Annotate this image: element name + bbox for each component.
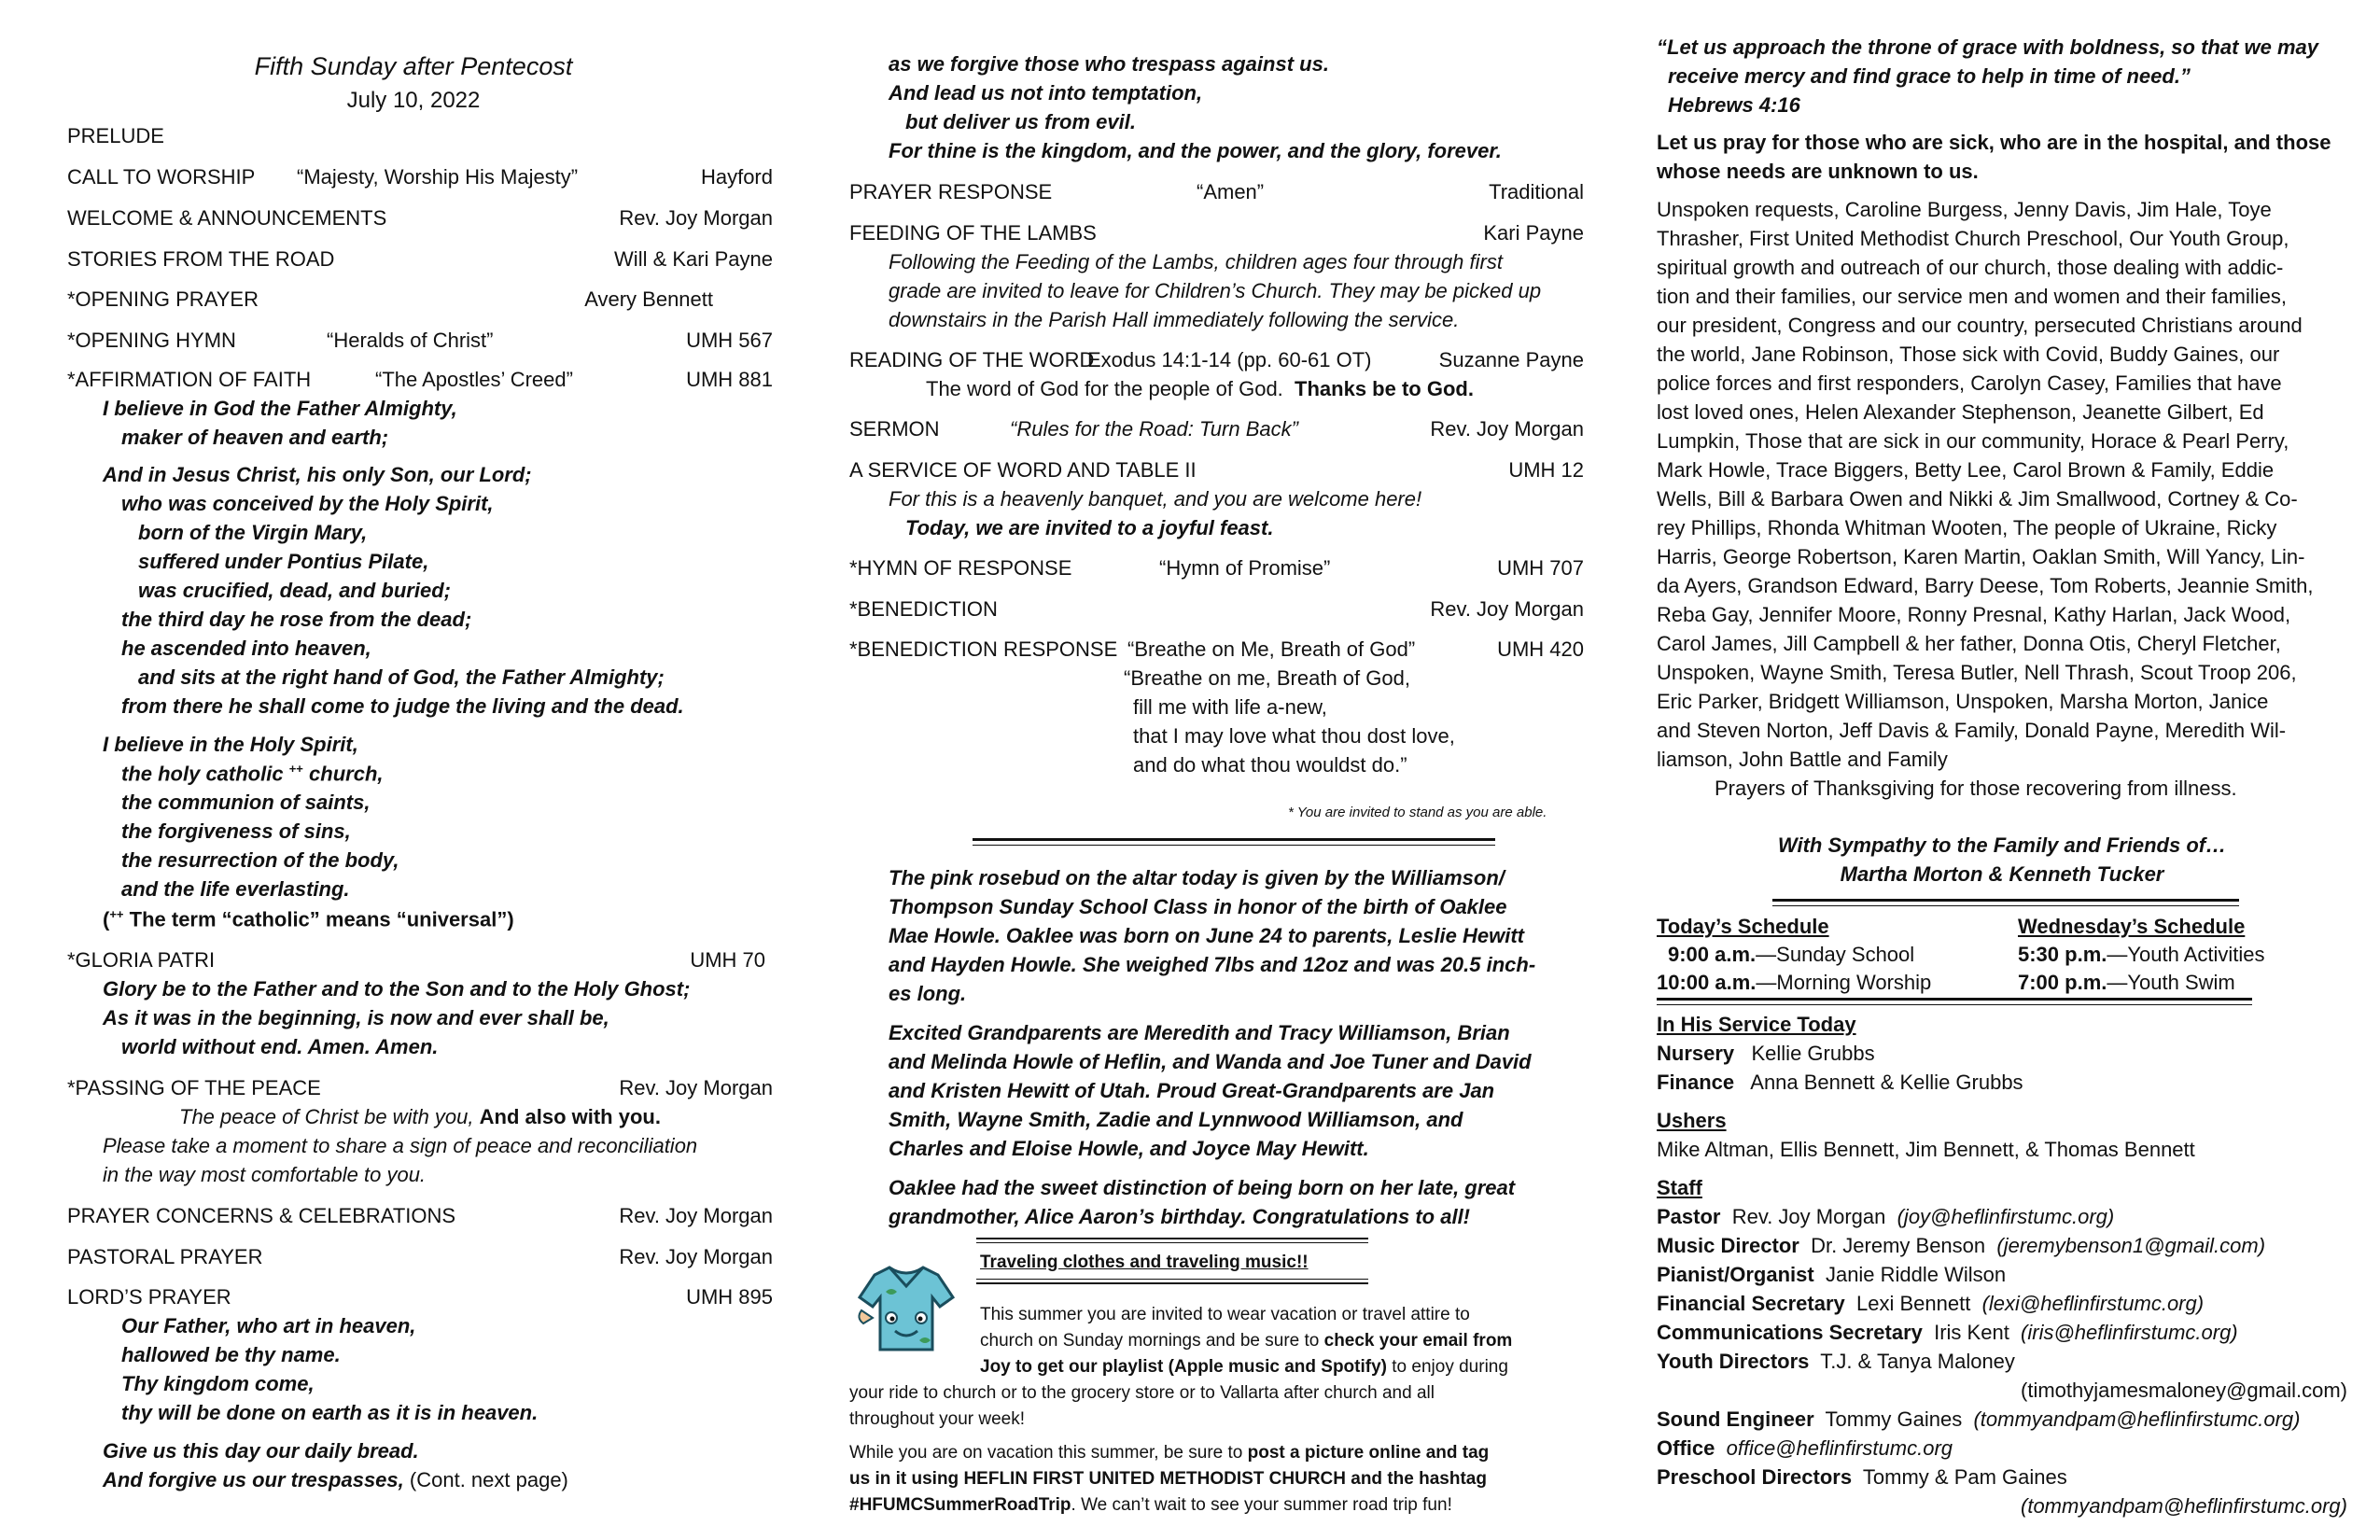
peace-label: *PASSING OF THE PEACE [67, 1076, 321, 1099]
prayer-list-line: lost loved ones, Helen Alexander Stephenson, Jeanette Gilbert, Ed [1657, 400, 2264, 424]
prayer-list-line: da Ayers, Grandson Edward, Barry Deese, Tom Roberts, Jeannie Smith, [1657, 574, 2314, 597]
verse-line: “Let us approach the throne of grace with boldness, so that we may [1657, 35, 2319, 59]
grandparents-line: and Kristen Hewitt of Utah. Proud Great-Grandparents are Jan [889, 1079, 1495, 1102]
wednesday-schedule-item: 5:30 p.m.—Youth Activities [2018, 943, 2265, 966]
opening-prayer-label: *OPENING PRAYER [67, 287, 259, 311]
service-title: Fifth Sunday after Pentecost [254, 52, 573, 80]
middle-column [849, 0, 1584, 1540]
creed-line: I believe in the Holy Spirit, [103, 733, 358, 756]
hymn-response-title: “Hymn of Promise” [1159, 556, 1331, 580]
peace-leader: Rev. Joy Morgan [619, 1076, 773, 1099]
creed-line: and sits at the right hand of God, the Father Almighty; [138, 665, 665, 689]
creed-line: the forgiveness of sins, [121, 819, 351, 843]
service-today-heading: In His Service Today [1657, 1013, 1856, 1036]
benediction-label: *BENEDICTION [849, 597, 998, 621]
today-schedule-heading: Today’s Schedule [1657, 915, 1829, 938]
prayer-list-line: police forces and first responders, Carolyn Casey, Families that have [1657, 371, 2282, 395]
feeding-line: grade are invited to leave for Children’s Church. They may be picked up [889, 279, 1542, 302]
prayer-list-line: rey Phillips, Rhonda Whitman Wooten, The people of Ukraine, Ricky [1657, 516, 2277, 539]
staff-row: Youth Directors T.J. & Tanya Maloney [1657, 1350, 2015, 1373]
welcome-label: WELCOME & ANNOUNCEMENTS [67, 206, 387, 230]
staff-row: Music Director Dr. Jeremy Benson (jeremybenson1@gmail.com) [1657, 1234, 2266, 1257]
staff-row: Communications Secretary Iris Kent (iris@heflinfirstumc.org) [1657, 1321, 2238, 1344]
feeding-line: downstairs in the Parish Hall immediately following the service. [889, 308, 1460, 331]
lords-prayer-line: thy will be done on earth as it is in heaven. [121, 1401, 539, 1424]
travel-heading: Traveling clothes and traveling music!! [980, 1253, 1309, 1272]
creed-line: I believe in God the Father Almighty, [103, 397, 457, 420]
lords-prayer-line: Our Father, who art in heaven, [121, 1314, 416, 1337]
prayer-list-line: Mark Howle, Trace Biggers, Betty Lee, Carol Brown & Family, Eddie [1657, 458, 2275, 482]
service-table-number: UMH 12 [1508, 458, 1584, 482]
divider [973, 838, 1495, 846]
prayer-list-line: Lumpkin, Those that are sick in our community, Horace & Pearl Perry, [1657, 429, 2289, 453]
prayer-list-line: Eric Parker, Bridgett Williamson, Unspoken, Marsha Morton, Janice [1657, 690, 2269, 713]
benediction-leader: Rev. Joy Morgan [1430, 597, 1584, 621]
lords-prayer-cont-line: For thine is the kingdom, and the power, and the glory, forever. [889, 139, 1502, 162]
affirmation-title: “The Apostles’ Creed” [375, 368, 573, 391]
breathe-line: and do what thou wouldst do.” [1133, 753, 1407, 777]
travel-line: throughout your week! [849, 1409, 1026, 1429]
creed-line: the holy catholic ++ church, [121, 762, 384, 786]
gloria-line: As it was in the beginning, is now and ever shall be, [103, 1006, 609, 1029]
breathe-line: that I may love what thou dost love, [1133, 724, 1455, 748]
peace-instruction: Please take a moment to share a sign of peace and reconciliation [103, 1134, 698, 1157]
call-to-worship-leader: Hayford [700, 165, 773, 189]
verse-reference: Hebrews 4:16 [1668, 93, 1800, 117]
stories-leader: Will & Kari Payne [614, 247, 773, 271]
distinction-line: grandmother, Alice Aaron’s birthday. Congratulations to all! [889, 1205, 1471, 1228]
creed-line: and the life everlasting. [121, 877, 350, 901]
creed-line: born of the Virgin Mary, [138, 521, 368, 544]
creed-line: from there he shall come to judge the living and the dead. [121, 694, 684, 718]
divider [1772, 899, 2239, 906]
prayer-response-title: “Amen” [1197, 180, 1265, 203]
reading-passage: Exodus 14:1-14 (pp. 60-61 OT) [1087, 348, 1372, 371]
reading-leader: Suzanne Payne [1438, 348, 1584, 371]
prayer-response-label: PRAYER RESPONSE [849, 180, 1053, 203]
prayer-list-line: Wells, Bill & Barbara Owen and Nikki & Jim Smallwood, Cortney & Co- [1657, 487, 2298, 511]
creed-line: maker of heaven and earth; [121, 426, 389, 449]
welcome-leader: Rev. Joy Morgan [619, 206, 773, 230]
wednesday-schedule-item: 7:00 p.m.—Youth Swim [2018, 971, 2235, 994]
today-schedule-item: 10:00 a.m.—Morning Worship [1657, 971, 1932, 994]
continued-note: (Cont. next page) [409, 1468, 568, 1491]
lords-prayer-cont-line: but deliver us from evil. [905, 110, 1136, 133]
divider [976, 1279, 1368, 1284]
travel-line: church on Sunday mornings and be sure to check your email from [980, 1331, 1513, 1351]
lords-prayer-number: UMH 895 [686, 1285, 773, 1309]
creed-line: was crucified, dead, and buried; [138, 579, 451, 602]
staff-row: Financial Secretary Lexi Bennett (lexi@heflinfirstumc.org) [1657, 1292, 2205, 1315]
feeding-line: Following the Feeding of the Lambs, children ages four through first [889, 250, 1503, 273]
stand-note: * You are invited to stand as you are able. [1288, 805, 1547, 820]
creed-line: And in Jesus Christ, his only Son, our Lord; [103, 463, 532, 486]
call-to-worship-label: CALL TO WORSHIP [67, 165, 256, 189]
opening-prayer-leader: Avery Bennett [584, 287, 713, 311]
peace-exchange: The peace of Christ be with you, And also with you. [179, 1105, 661, 1128]
sympathy-line: With Sympathy to the Family and Friends of… [1777, 833, 2227, 857]
rosebud-line: es long. [889, 982, 967, 1005]
today-schedule-item: 9:00 a.m.—Sunday School [1668, 943, 1915, 966]
pray-heading: Let us pray for those who are sick, who are in the hospital, and those [1657, 131, 2331, 154]
concerns-label: PRAYER CONCERNS & CELEBRATIONS [67, 1204, 456, 1227]
lords-prayer-label: LORD’S PRAYER [67, 1285, 231, 1309]
nursery-row: Nursery Kellie Grubbs [1657, 1042, 1875, 1065]
staff-row: Pastor Rev. Joy Morgan (joy@heflinfirstumc.org) [1657, 1205, 2115, 1228]
lords-prayer-cont-line: And lead us not into temptation, [889, 81, 1203, 105]
verse-line: receive mercy and find grace to help in time of need.” [1668, 64, 2191, 88]
staff-heading: Staff [1657, 1176, 1702, 1199]
grandparents-line: Smith, Wayne Smith, Zadie and Lynnwood Williamson, and [889, 1108, 1463, 1131]
prayer-list-line: the world, Jane Robinson, Those sick with Covid, Buddy Gaines, our [1657, 343, 2280, 366]
travel-line: While you are on vacation this summer, be sure to post a picture online and tag [849, 1443, 1490, 1463]
prayer-list-line: Reba Gay, Jennifer Moore, Ronny Presnal, Kathy Harlan, Jack Wood, [1657, 603, 2291, 626]
travel-line: This summer you are invited to wear vacation or travel attire to [980, 1305, 1470, 1324]
lords-prayer-line: Thy kingdom come, [121, 1372, 315, 1395]
call-to-worship-title: “Majesty, Worship His Majesty” [297, 165, 579, 189]
service-table-label: A SERVICE OF WORD AND TABLE II [849, 458, 1197, 482]
prayer-list-line: Unspoken, Wayne Smith, Teresa Butler, Nell Thrash, Scout Troop 206, [1657, 661, 2297, 684]
prayer-list-line: our president, Congress and our country, persecuted Christians around [1657, 314, 2303, 337]
hymn-response-label: *HYMN OF RESPONSE [849, 556, 1072, 580]
pastoral-leader: Rev. Joy Morgan [619, 1245, 773, 1268]
distinction-line: Oaklee had the sweet distinction of being born on her late, great [889, 1176, 1516, 1199]
staff-row: Office office@heflinfirstumc.org [1657, 1436, 1953, 1460]
service-table-line: For this is a heavenly banquet, and you are welcome here! [889, 487, 1422, 511]
stories-label: STORIES FROM THE ROAD [67, 247, 335, 271]
service-date: July 10, 2022 [346, 88, 481, 113]
staff-row: Preschool Directors Tommy & Pam Gaines [1657, 1465, 2067, 1489]
lords-prayer-line: And forgive us our trespasses, (Cont. next page) [103, 1468, 568, 1491]
prayer-list-line: Harris, George Robertson, Karen Martin, Oaklan Smith, Will Yancy, Lin- [1657, 545, 2305, 568]
order-of-worship-column [67, 0, 773, 1540]
feeding-label: FEEDING OF THE LAMBS [849, 221, 1097, 245]
gloria-number: UMH 70 [690, 948, 765, 972]
peace-instruction: in the way most comfortable to you. [103, 1163, 427, 1186]
lords-prayer-line: Give us this day our daily bread. [103, 1439, 419, 1463]
prayer-response-source: Traditional [1489, 180, 1584, 203]
ushers-names: Mike Altman, Ellis Bennett, Jim Bennett, & Thomas Bennett [1657, 1138, 2195, 1161]
gloria-line: Glory be to the Father and to the Son and to the Holy Ghost; [103, 977, 691, 1001]
reading-label: READING OF THE WORD [849, 348, 1095, 371]
gloria-label: *GLORIA PATRI [67, 948, 216, 972]
ushers-heading: Ushers [1657, 1109, 1727, 1132]
prayer-list-line: liamson, John Battle and Family [1657, 748, 1948, 771]
opening-hymn-title: “Heralds of Christ” [327, 329, 494, 352]
lords-prayer-line: hallowed be thy name. [121, 1343, 341, 1366]
hymn-response-number: UMH 707 [1497, 556, 1584, 580]
rosebud-line: Thompson Sunday School Class in honor of the birth of Oaklee [889, 895, 1507, 918]
creed-line: the communion of saints, [121, 791, 371, 814]
affirmation-label: *AFFIRMATION OF FAITH [67, 368, 312, 391]
benediction-response-number: UMH 420 [1497, 637, 1584, 661]
finance-row: Finance Anna Bennett & Kellie Grubbs [1657, 1071, 2023, 1094]
opening-hymn-number: UMH 567 [686, 329, 773, 352]
pray-heading: whose needs are unknown to us. [1657, 160, 1979, 183]
grandparents-line: and Melinda Howle of Heflin, and Wanda and Joe Tuner and David [889, 1050, 1532, 1073]
creed-line: the resurrection of the body, [121, 848, 399, 872]
concerns-leader: Rev. Joy Morgan [619, 1204, 773, 1227]
prayer-list-line: Thrasher, First United Methodist Church Preschool, Our Youth Group, [1657, 227, 2289, 250]
prayer-list-line: Carol James, Jill Campbell & her father, Donna Otis, Cheryl Fletcher, [1657, 632, 2281, 655]
prayer-list-line: Unspoken requests, Caroline Burgess, Jenny Davis, Jim Hale, Toye [1657, 198, 2272, 221]
reading-response: The word of God for the people of God. Thanks be to God. [926, 377, 1474, 400]
feeding-leader: Kari Payne [1483, 221, 1584, 245]
travel-line: us in it using HEFLIN FIRST UNITED METHODIST CHURCH and the hashtag [849, 1469, 1487, 1489]
breathe-line: fill me with life a-new, [1133, 695, 1327, 719]
creed-line: he ascended into heaven, [121, 637, 371, 660]
sympathy-names: Martha Morton & Kenneth Tucker [1840, 862, 2164, 886]
divider [976, 1238, 1368, 1243]
sermon-title: “Rules for the Road: Turn Back” [1010, 417, 1298, 441]
gloria-line: world without end. Amen. Amen. [121, 1035, 439, 1058]
travel-line: Joy to get our playlist (Apple music and Spotify) to enjoy during [980, 1357, 1508, 1377]
sermon-leader: Rev. Joy Morgan [1430, 417, 1584, 441]
benediction-response-label: *BENEDICTION RESPONSE [849, 637, 1118, 661]
grandparents-line: Excited Grandparents are Meredith and Tracy Williamson, Brian [889, 1021, 1510, 1044]
affirmation-number: UMH 881 [686, 368, 773, 391]
catholic-footnote: (++ The term “catholic” means “universal”) [103, 907, 514, 931]
creed-line: suffered under Pontius Pilate, [138, 550, 429, 573]
sermon-label: SERMON [849, 417, 940, 441]
creed-line: the third day he rose from the dead; [121, 608, 472, 631]
prayer-list-line: spiritual growth and outreach of our church, those dealing with addic- [1657, 256, 2284, 279]
rosebud-line: and Hayden Howle. She weighed 7lbs and 12oz and was 20.5 inch- [889, 953, 1536, 976]
service-table-line: Today, we are invited to a joyful feast. [905, 516, 1274, 539]
benediction-response-title: “Breathe on Me, Breath of God” [1127, 637, 1416, 661]
rosebud-line: The pink rosebud on the altar today is given by the Williamson/ [889, 866, 1505, 889]
grandparents-line: Charles and Eloise Howle, and Joyce May Hewitt. [889, 1137, 1369, 1160]
thanksgiving-line: Prayers of Thanksgiving for those recovering from illness. [1715, 777, 2237, 800]
prayer-list-line: and Steven Norton, Jeff Davis & Family, Donald Payne, Meredith Wil- [1657, 719, 2287, 742]
youth-email: (timothyjamesmaloney@gmail.com) [2021, 1379, 2347, 1402]
prayer-list-line: tion and their families, our service men and women and their families, [1657, 285, 2287, 308]
hawaiian-shirt-icon [854, 1258, 957, 1361]
divider [1657, 998, 2252, 1005]
prelude-label: PRELUDE [67, 124, 164, 147]
wednesday-schedule-heading: Wednesday’s Schedule [2018, 915, 2246, 938]
lords-prayer-cont-line: as we forgive those who trespass against us. [889, 52, 1329, 76]
creed-line: who was conceived by the Holy Spirit, [121, 492, 494, 515]
announcements-column [1657, 0, 2347, 1540]
staff-row: Pianist/Organist Janie Riddle Wilson [1657, 1263, 2007, 1286]
breathe-line: “Breathe on me, Breath of God, [1124, 666, 1410, 690]
travel-line: your ride to church or to the grocery store or to Vallarta after church and all [849, 1383, 1435, 1403]
rosebud-line: Mae Howle. Oaklee was born on June 24 to parents, Leslie Hewitt [889, 924, 1524, 947]
travel-line: #HFUMCSummerRoadTrip. We can’t wait to see your summer road trip fun! [849, 1495, 1452, 1515]
staff-row: Sound Engineer Tommy Gaines (tommyandpam@heflinfirstumc.org) [1657, 1407, 2301, 1431]
preschool-email: (tommyandpam@heflinfirstumc.org) [2021, 1494, 2347, 1518]
pastoral-label: PASTORAL PRAYER [67, 1245, 263, 1268]
opening-hymn-label: *OPENING HYMN [67, 329, 236, 352]
